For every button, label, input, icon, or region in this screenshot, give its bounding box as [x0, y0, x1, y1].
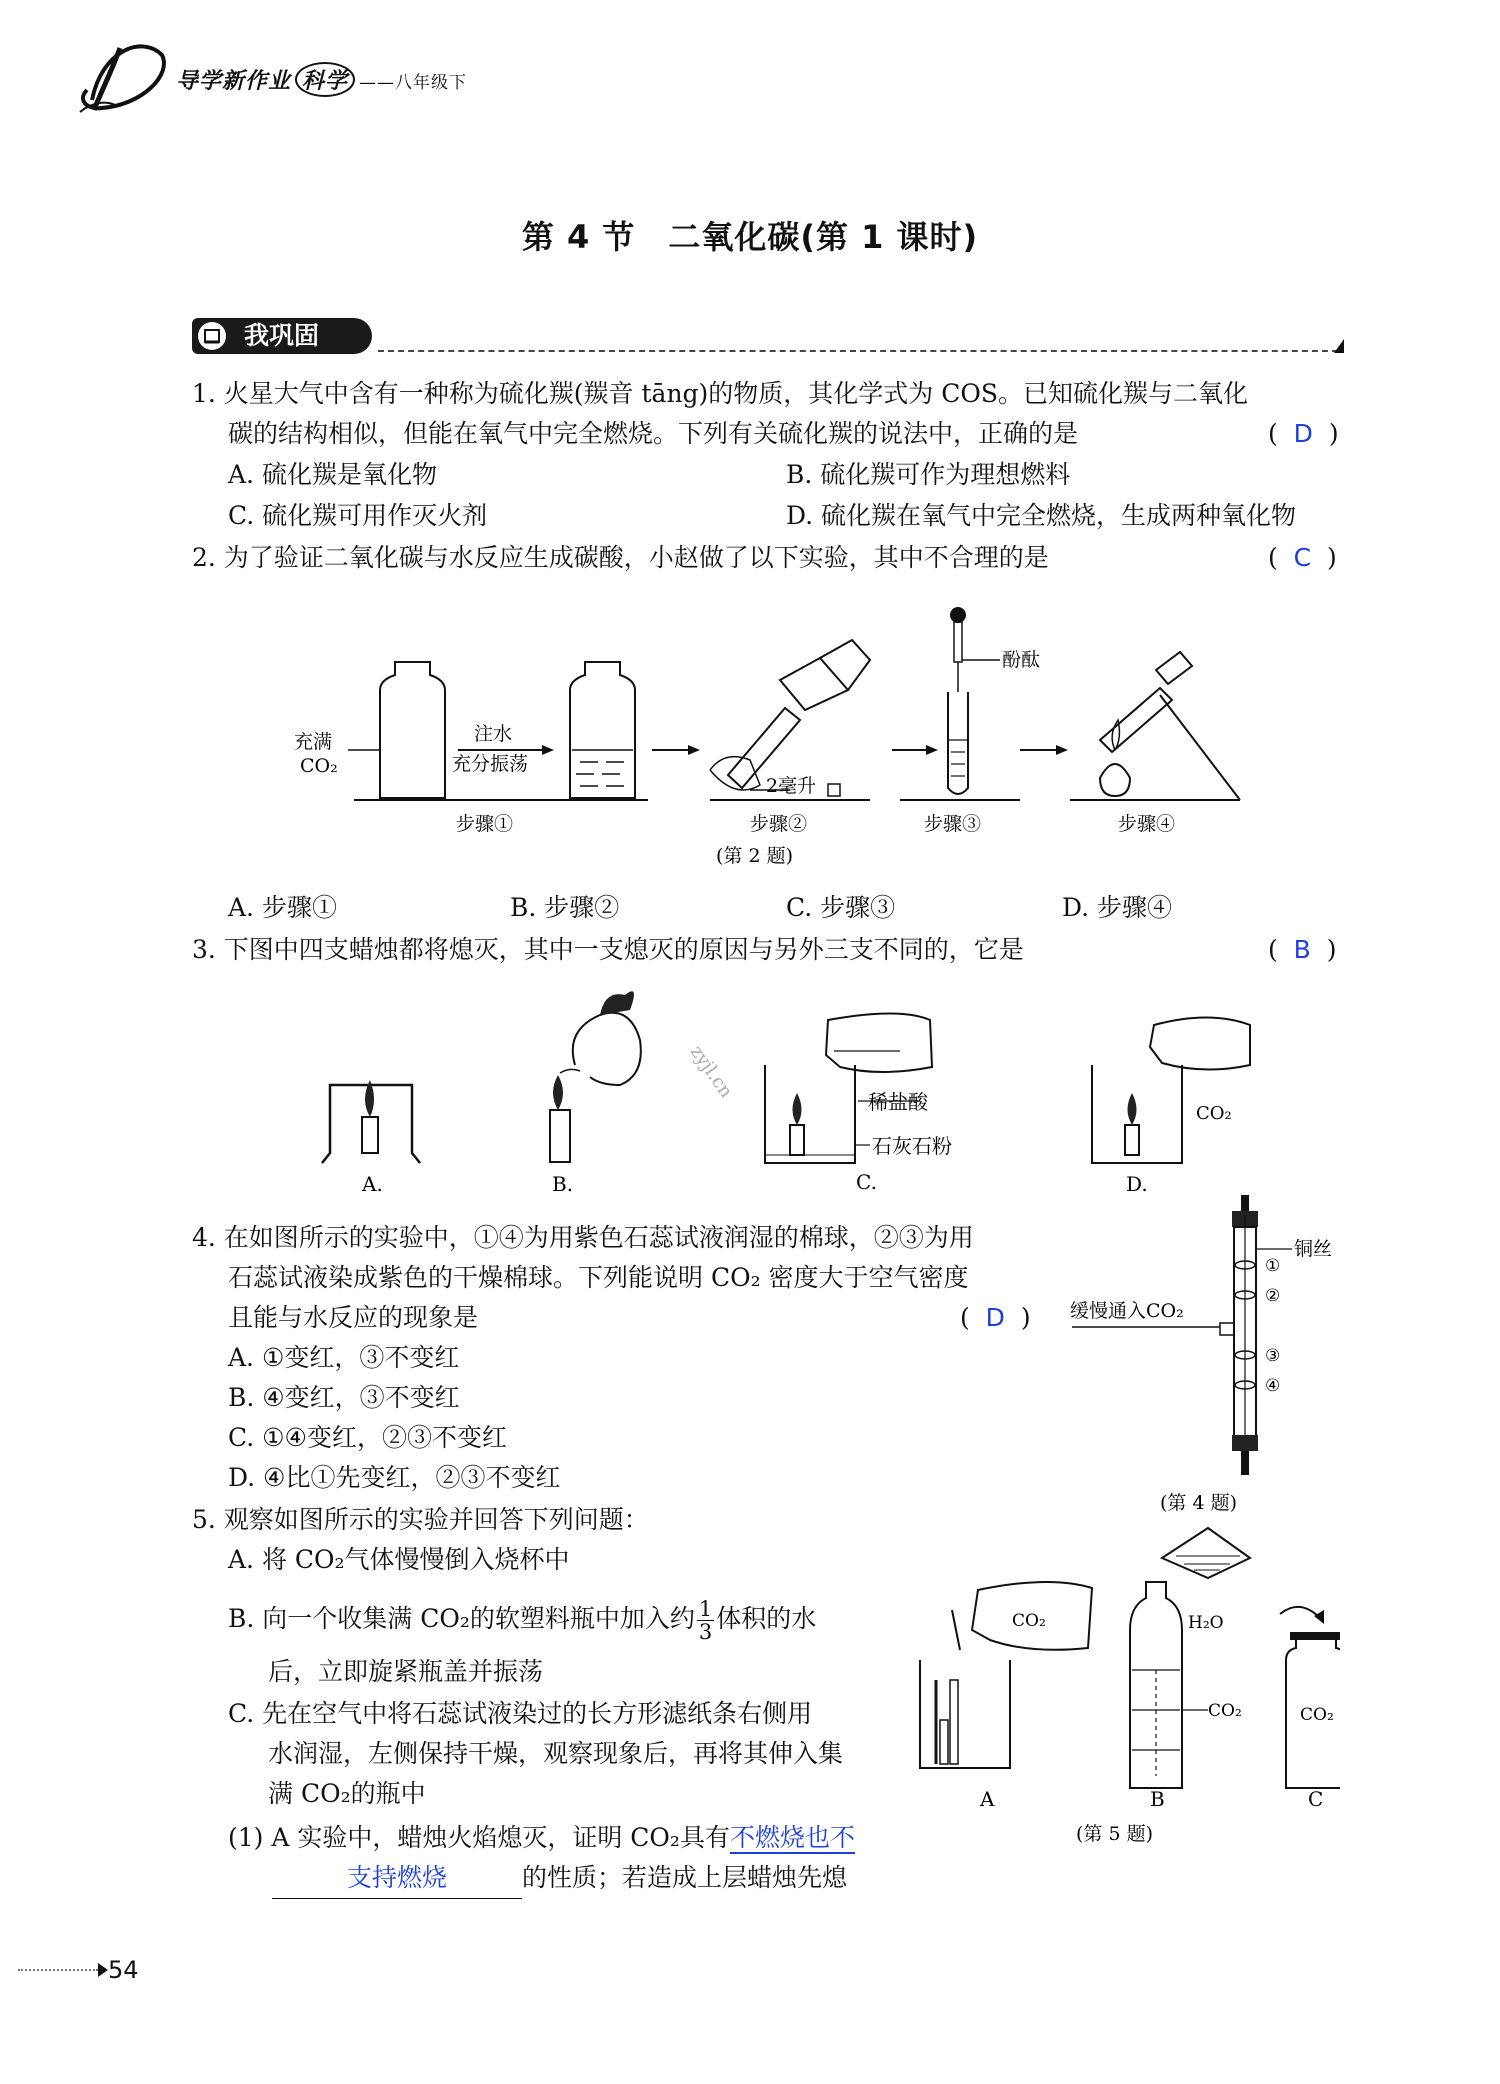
- q2-pouring-bottle: [780, 658, 848, 710]
- q2-label-co2: CO₂: [300, 755, 338, 777]
- q3-candle-d: [1125, 1125, 1139, 1155]
- q1-option-c: C. 硫化羰可用作灭火剂: [228, 501, 488, 530]
- q2-label-2ml: 2毫升: [766, 775, 817, 797]
- q5-frac-den: 3: [698, 1620, 713, 1644]
- q2-dropper: [954, 622, 962, 662]
- q2-option-b: B. 步骤②: [510, 893, 620, 922]
- q2-empty-bottle: [380, 662, 445, 798]
- q5-label-c: C: [1308, 1787, 1324, 1811]
- q5-fraction: [697, 1598, 714, 1643]
- q2-step-1: 步骤①: [456, 813, 514, 835]
- q4-option-d: D. ④比①先变红，②③不变红: [228, 1463, 561, 1492]
- section-banner: 我巩固: [192, 318, 372, 354]
- q3-candle-a: [362, 1117, 378, 1153]
- q2-alcohol-lamp: [1100, 764, 1130, 796]
- q2-label-add-water: 注水: [474, 723, 513, 745]
- q5-item-c-line3: 满 CO₂的瓶中: [268, 1779, 426, 1808]
- q2-caption: (第 2 题): [716, 845, 793, 867]
- q5-soft-bottle: [1130, 1582, 1182, 1788]
- q2-label-full: 充满: [294, 731, 333, 753]
- q2-stem: 2. 为了验证二氧化碳与水反应生成碳酸，小赵做了以下实验，其中不合理的是: [192, 543, 1049, 572]
- q2-water-bottle: [570, 662, 635, 798]
- q2-answer: ( C ): [1268, 543, 1337, 572]
- page-number-arrow-icon: [98, 1962, 108, 1981]
- header-subject: 科学: [295, 62, 355, 97]
- q5-item-c-line2: 水润湿，左侧保持干燥，观察现象后，再将其伸入集: [268, 1739, 844, 1768]
- q4-inlet-tube: [1220, 1323, 1234, 1335]
- q3-watermark: zyjl.cn: [685, 1041, 737, 1102]
- q4-caption: (第 4 题): [1160, 1492, 1237, 1514]
- q5-item-b: [228, 1598, 816, 1643]
- q1-option-b: B. 硫化羰可作为理想燃料: [786, 460, 1071, 489]
- q4-label-inlet: 缓慢通入CO₂: [1070, 1300, 1184, 1322]
- q5-sub1-answer2: 支持燃烧: [346, 1863, 447, 1892]
- q3-co2-bottle: [1150, 1018, 1250, 1070]
- q3-candle-b: [550, 1110, 570, 1162]
- q5-item-b-line2: 后，立即旋紧瓶盖并振荡: [268, 1657, 544, 1686]
- q4-figure: [1060, 1195, 1400, 1525]
- q5-sub1-blank: [272, 1858, 522, 1899]
- section-divider: [378, 350, 1338, 352]
- q5-item-b-text2: 体积的水: [716, 1604, 817, 1633]
- q5-label-b: B: [1150, 1787, 1165, 1811]
- q5-item-b-text1: B. 向一个收集满 CO₂的软塑料瓶中加入约: [228, 1604, 695, 1633]
- q5-label-h2o: H₂O: [1188, 1613, 1224, 1633]
- q3-person-hair: [600, 991, 634, 1015]
- q1-stem-line1: 1. 火星大气中含有一种称为硫化羰(羰音 tāng)的物质，其化学式为 COS。已知硫化羰与二氧化: [192, 379, 1249, 408]
- q2-step-4: 步骤④: [1118, 813, 1176, 835]
- q3-label-co2: CO₂: [1196, 1103, 1232, 1124]
- q4-ball-label-4: ④: [1265, 1376, 1281, 1396]
- q2-figure: [280, 600, 1250, 870]
- q3-beaker-c: [765, 1065, 855, 1163]
- q5-sub1-text1: (1) A 实验中，蜡烛火焰熄灭，证明 CO₂具有: [228, 1823, 730, 1852]
- q3-flame-c: [793, 1093, 802, 1125]
- q3-flame-d: [1128, 1093, 1137, 1125]
- q3-stem: 3. 下图中四支蜡烛都将熄灭，其中一支熄灭的原因与另外三支不同的，它是: [192, 935, 1024, 964]
- q4-option-b: B. ④变红，③不变红: [228, 1383, 460, 1412]
- q2-step-2: 步骤②: [750, 813, 808, 835]
- q1-answer: ( D ): [1268, 419, 1339, 448]
- q5-frac-num: 1: [698, 1597, 713, 1621]
- q4-option-a: A. ①变红，③不变红: [228, 1343, 460, 1372]
- q3-flame-b: [553, 1075, 563, 1110]
- q5-sub1-line2: [272, 1858, 847, 1899]
- q3-beaker-d: [1092, 1065, 1182, 1163]
- q2-hand: [710, 757, 760, 790]
- brand-logo: [72, 30, 172, 120]
- pencil-icon: [198, 322, 226, 350]
- q4-ball-label-1: ①: [1265, 1256, 1281, 1276]
- q2-test-tube-3: [948, 692, 968, 794]
- q3-label-b: B.: [552, 1172, 574, 1195]
- q4-ball-label-2: ②: [1265, 1286, 1281, 1306]
- q4-stem-line3: 且能与水反应的现象是: [228, 1303, 479, 1332]
- q5-label-a: A: [980, 1787, 995, 1811]
- q5-item-a: A. 将 CO₂气体慢慢倒入烧杯中: [228, 1545, 570, 1574]
- q2-dropper-bulb: [950, 607, 966, 623]
- q3-answer: ( B ): [1268, 935, 1337, 964]
- q3-label-c: C.: [856, 1170, 877, 1194]
- q4-stem-line2: 石蕊试液染成紫色的干燥棉球。下列能说明 CO₂ 密度大于空气密度: [228, 1263, 969, 1292]
- q5-figure: [900, 1520, 1340, 1850]
- q1-option-d: D. 硫化羰在氧气中完全燃烧，生成两种氧化物: [786, 501, 1297, 530]
- page-number: 54: [108, 1956, 139, 1984]
- q3-candle-c: [790, 1125, 804, 1155]
- header-title: [176, 62, 467, 97]
- q4-option-c: C. ①④变红，②③不变红: [228, 1423, 507, 1452]
- q2-option-c: C. 步骤③: [786, 893, 896, 922]
- header-brand: 导学新作业: [176, 69, 292, 94]
- q3-hcl-bottle: [826, 1014, 932, 1073]
- q2-tube-holder: [1160, 695, 1240, 800]
- q5-sub1-line1: [228, 1818, 855, 1858]
- q2-step-3: 步骤③: [924, 813, 982, 835]
- q4-bottom-stopper: [1232, 1435, 1258, 1451]
- q5-beaker-a: [920, 1660, 1010, 1768]
- page-title: 第 4 节 二氧化碳(第 1 课时): [521, 218, 979, 256]
- q2-label-shake: 充分振荡: [452, 753, 529, 775]
- q1-option-a: A. 硫化羰是氧化物: [228, 460, 437, 489]
- q3-label-hcl: 稀盐酸: [868, 1090, 928, 1114]
- q2-label-phenol: 酚酞: [1002, 649, 1041, 671]
- q5-stem: 5. 观察如图所示的实验并回答下列问题：: [192, 1505, 649, 1534]
- q5-label-co2-a: CO₂: [1012, 1611, 1046, 1631]
- q3-person-head: [573, 1013, 641, 1085]
- q4-answer: ( D ): [960, 1303, 1031, 1332]
- q3-label-limestone: 石灰石粉: [872, 1134, 952, 1158]
- q2-option-a: A. 步骤①: [228, 893, 337, 922]
- q5-label-co2-c: CO₂: [1300, 1705, 1334, 1725]
- q4-ball-label-3: ③: [1265, 1346, 1281, 1366]
- q3-label-d: D.: [1126, 1172, 1148, 1195]
- q5-sub1-answer1: 不燃烧也不: [729, 1823, 855, 1852]
- q4-stem-line1: 4. 在如图所示的实验中，①④为用紫色石蕊试液润湿的棉球，②③为用: [192, 1223, 974, 1252]
- q1-stem-line2: 碳的结构相似，但能在氧气中完全燃烧。下列有关硫化羰的说法中，正确的是: [228, 419, 1079, 448]
- q5-item-c-line1: C. 先在空气中将石蕊试液染过的长方形滤纸条右侧用: [228, 1699, 813, 1728]
- q3-figure: [300, 985, 1260, 1195]
- page-number-dots: [18, 1969, 98, 1971]
- q5-rotate-arrow: [1280, 1607, 1320, 1618]
- divider-end-icon: [1334, 338, 1346, 357]
- q3-label-a: A.: [362, 1172, 383, 1195]
- q5-label-co2-b: CO₂: [1208, 1701, 1242, 1721]
- q5-caption: (第 5 题): [1076, 1823, 1153, 1845]
- q5-sub1-text2: 的性质；若造成上层蜡烛先熄: [522, 1863, 848, 1892]
- q2-option-d: D. 步骤④: [1062, 893, 1173, 922]
- header-grade: ——八年级下: [359, 73, 468, 93]
- q4-label-copper: 铜丝: [1294, 1238, 1333, 1260]
